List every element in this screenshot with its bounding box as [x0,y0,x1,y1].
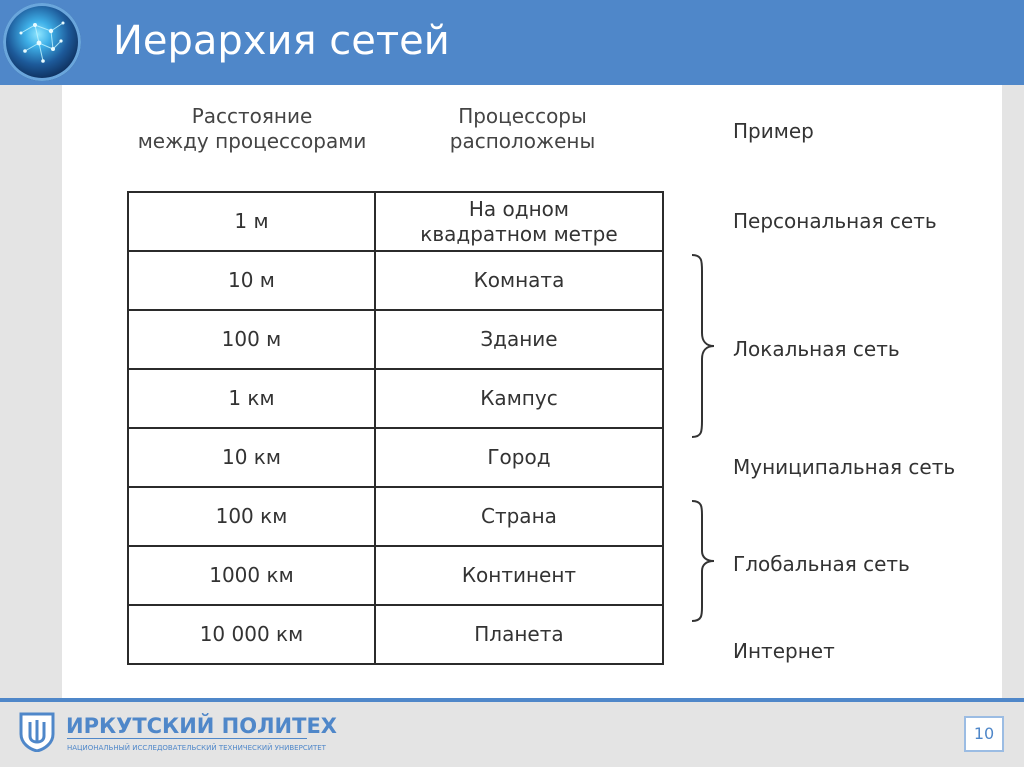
column-header-location [380,104,665,154]
table-row [128,605,663,664]
location-line: квадратном метре [420,221,618,246]
brand-name: ИРКУТСКИЙ ПОЛИТЕХ [66,714,337,738]
distance-cell: 100 км [128,487,375,546]
location-cell: Планета [375,605,663,664]
location-cell: Комната [375,251,663,310]
distance-cell: 10 км [128,428,375,487]
example-internet: Интернет [733,639,835,663]
example-global: Глобальная сеть [733,552,910,576]
table-row [128,428,663,487]
network-hierarchy-table [127,191,664,665]
column-header-location-line: расположены [449,129,596,153]
table-row [128,546,663,605]
location-cell: Континент [375,546,663,605]
table-row [128,310,663,369]
column-header-distance-line: между процессорами [137,129,367,153]
distance-cell: 100 м [128,310,375,369]
distance-cell: 1 м [128,192,375,251]
brace-global-icon [690,499,720,623]
location-line: На одном [468,196,570,221]
column-header-distance-line: Расстояние [191,104,313,128]
table-row [128,251,663,310]
location-cell [375,192,663,251]
column-header-location-line: Процессоры [458,104,587,128]
footer-divider [0,698,1024,702]
table-row [128,487,663,546]
column-header-distance [127,104,377,154]
brand-underline [67,738,307,739]
distance-cell: 10 м [128,251,375,310]
example-local: Локальная сеть [733,337,900,361]
example-personal: Персональная сеть [733,209,937,233]
example-municipal: Муниципальная сеть [733,455,956,479]
page-number: 10 [964,716,1004,752]
brand-subtitle: НАЦИОНАЛЬНЫЙ ИССЛЕДОВАТЕЛЬСКИЙ ТЕХНИЧЕСКИЙ УНИВЕРСИТЕТ [67,744,326,752]
slide-header [0,0,1024,85]
slide-title: Иерархия сетей [113,18,450,64]
brace-local-icon [690,253,720,439]
location-cell: Здание [375,310,663,369]
location-cell: Кампус [375,369,663,428]
globe-network-icon [3,3,81,81]
distance-cell: 1 км [128,369,375,428]
location-cell: Страна [375,487,663,546]
distance-cell: 1000 км [128,546,375,605]
location-cell: Город [375,428,663,487]
table-row [128,369,663,428]
shield-logo-icon [19,712,55,752]
table-row [128,192,663,251]
distance-cell: 10 000 км [128,605,375,664]
column-header-example: Пример [733,119,814,143]
